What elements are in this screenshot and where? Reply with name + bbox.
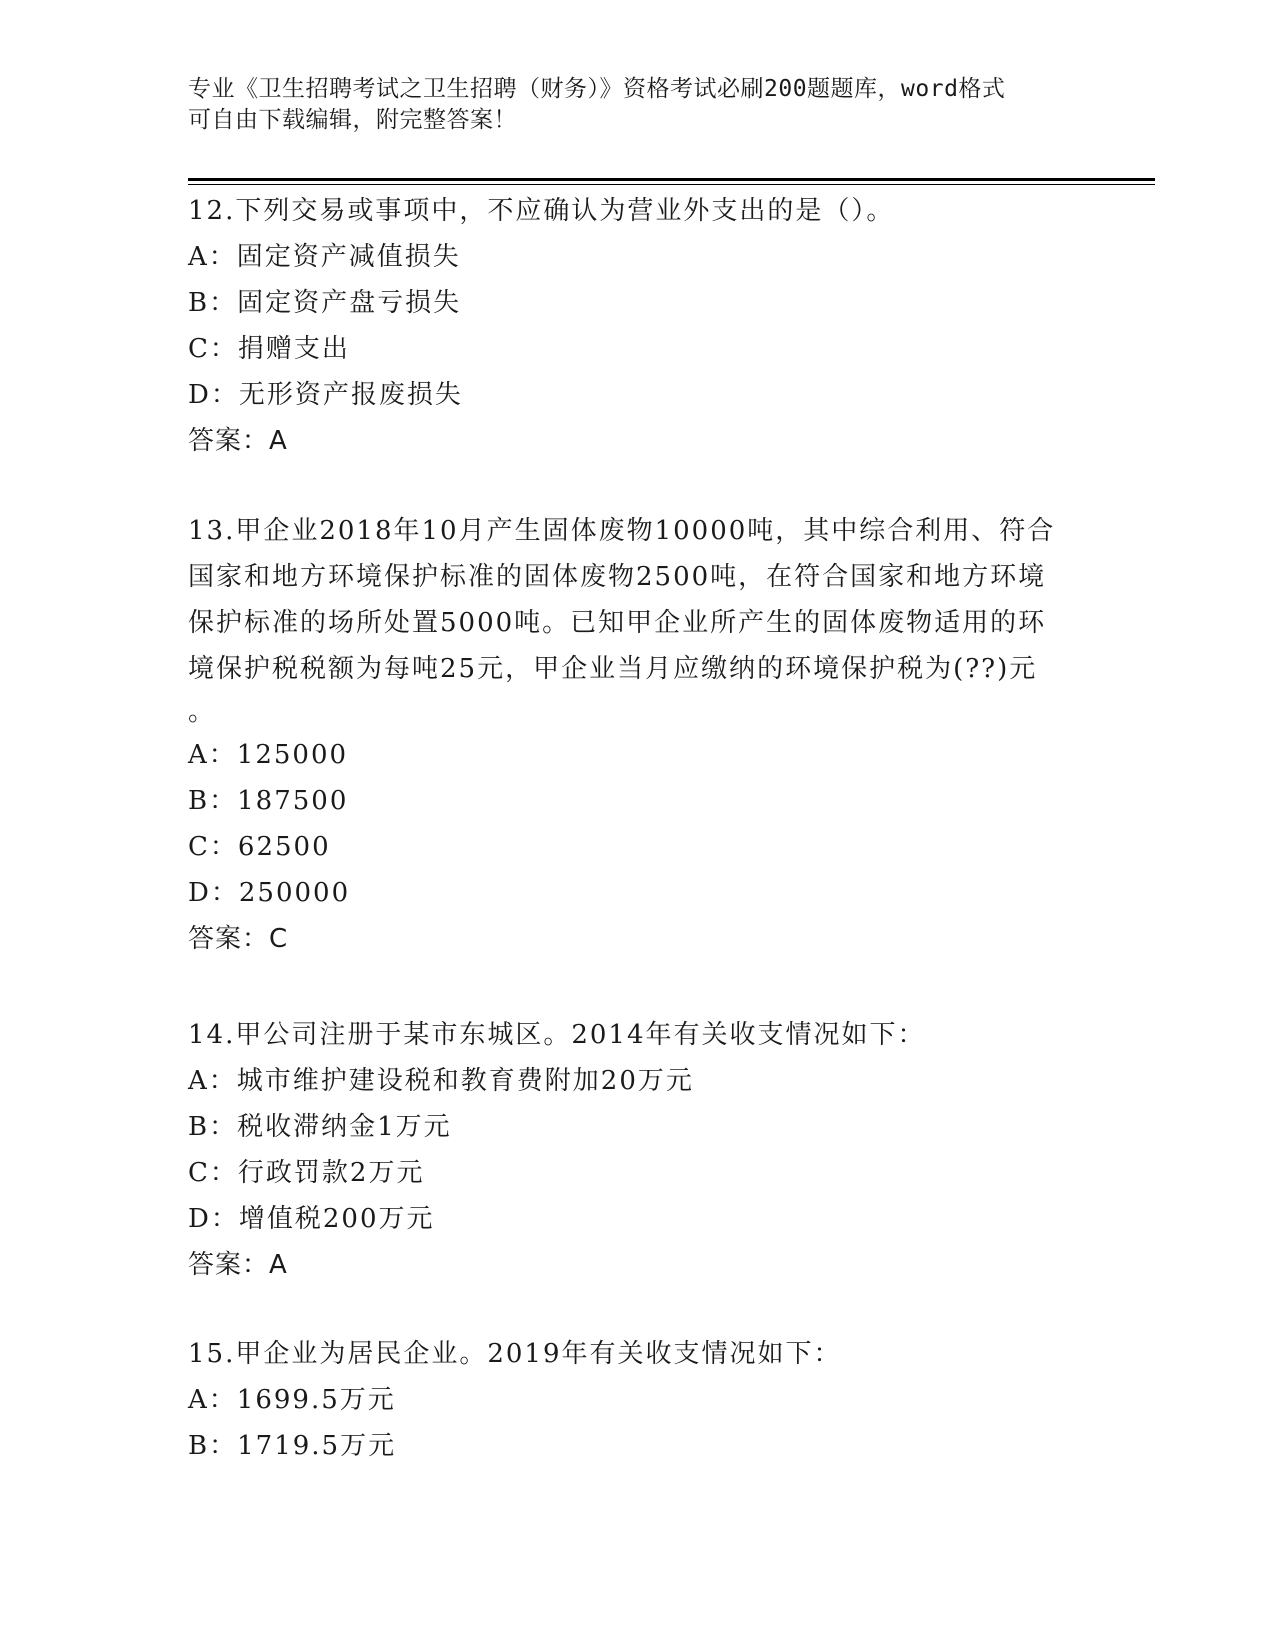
option-a <box>188 1377 1088 1423</box>
question-stem-line: 保护标准的场所处置5000吨。已知甲企业所产生的固体废物适用的环 <box>188 608 1047 638</box>
option-b <box>188 280 1088 326</box>
option-c <box>188 1150 1088 1196</box>
header-line-1: 专业《卫生招聘考试之卫生招聘（财务）》资格考试必刷200题题库，word格式 <box>188 76 1006 102</box>
option-c <box>188 326 1088 372</box>
answer-line: 答案：A <box>188 426 288 456</box>
document-header <box>188 74 1088 136</box>
option-text: 250000 <box>238 878 351 908</box>
header-divider-thick <box>188 178 1155 181</box>
question-14 <box>188 1012 1088 1288</box>
option-c <box>188 824 1088 870</box>
option-a <box>188 732 1088 778</box>
question-stem: 15.甲企业为居民企业。2019年有关收支情况如下： <box>188 1339 842 1369</box>
option-text: 城市维护建设税和教育费附加20万元 <box>236 1066 694 1096</box>
option-key: C： <box>188 334 238 364</box>
option-text: 无形资产报废损失 <box>238 380 463 410</box>
option-text: 行政罚款2万元 <box>237 1158 425 1188</box>
option-key: C： <box>188 832 238 862</box>
option-text: 税收滞纳金1万元 <box>237 1112 452 1142</box>
option-key: A： <box>188 1385 237 1415</box>
option-text: 62500 <box>237 832 331 862</box>
option-key: C： <box>188 1158 238 1188</box>
option-text: 187500 <box>237 786 349 816</box>
option-key: A： <box>188 740 237 770</box>
option-key: D： <box>188 878 239 908</box>
option-key: A： <box>188 242 237 272</box>
option-d <box>188 870 1088 916</box>
option-key: B： <box>188 288 238 318</box>
option-key: B： <box>188 1112 238 1142</box>
option-key: D： <box>188 1204 239 1234</box>
option-text: 1699.5万元 <box>236 1385 396 1415</box>
question-stem-line: 境保护税税额为每吨25元，甲企业当月应缴纳的环境保护税为(??)元 <box>188 654 1038 684</box>
option-b <box>188 778 1088 824</box>
option-text: 固定资产减值损失 <box>236 242 461 272</box>
option-b <box>188 1104 1088 1150</box>
answer-line: 答案：C <box>188 924 289 954</box>
option-key: A： <box>188 1066 237 1096</box>
option-d <box>188 1196 1088 1242</box>
question-stem-line: 。 <box>188 697 217 727</box>
question-15 <box>188 1331 1088 1469</box>
option-b <box>188 1423 1088 1469</box>
question-stem-line: 13.甲企业2018年10月产生固体废物10000吨，其中综合利用、符合 <box>188 516 1056 546</box>
header-divider-thin <box>188 184 1155 185</box>
option-a <box>188 234 1088 280</box>
option-text: 增值税200万元 <box>238 1204 435 1234</box>
option-text: 固定资产盘亏损失 <box>237 288 462 318</box>
option-key: B： <box>188 1431 238 1461</box>
question-stem: 14.甲公司注册于某市东城区。2014年有关收支情况如下： <box>188 1020 926 1050</box>
question-stem: 12.下列交易或事项中，不应确认为营业外支出的是（）。 <box>188 196 895 226</box>
option-a <box>188 1058 1088 1104</box>
option-text: 1719.5万元 <box>237 1431 397 1461</box>
header-line-2: 可自由下载编辑，附完整答案！ <box>188 107 517 133</box>
question-12 <box>188 188 1088 464</box>
answer-line: 答案：A <box>188 1250 288 1280</box>
question-stem-line: 国家和地方环境保护标准的固体废物2500吨，在符合国家和地方环境 <box>188 562 1047 592</box>
option-text: 125000 <box>236 740 349 770</box>
option-key: B： <box>188 786 238 816</box>
option-key: D： <box>188 380 239 410</box>
option-text: 捐赠支出 <box>237 334 350 364</box>
option-d <box>188 372 1088 418</box>
question-13 <box>188 508 1088 962</box>
